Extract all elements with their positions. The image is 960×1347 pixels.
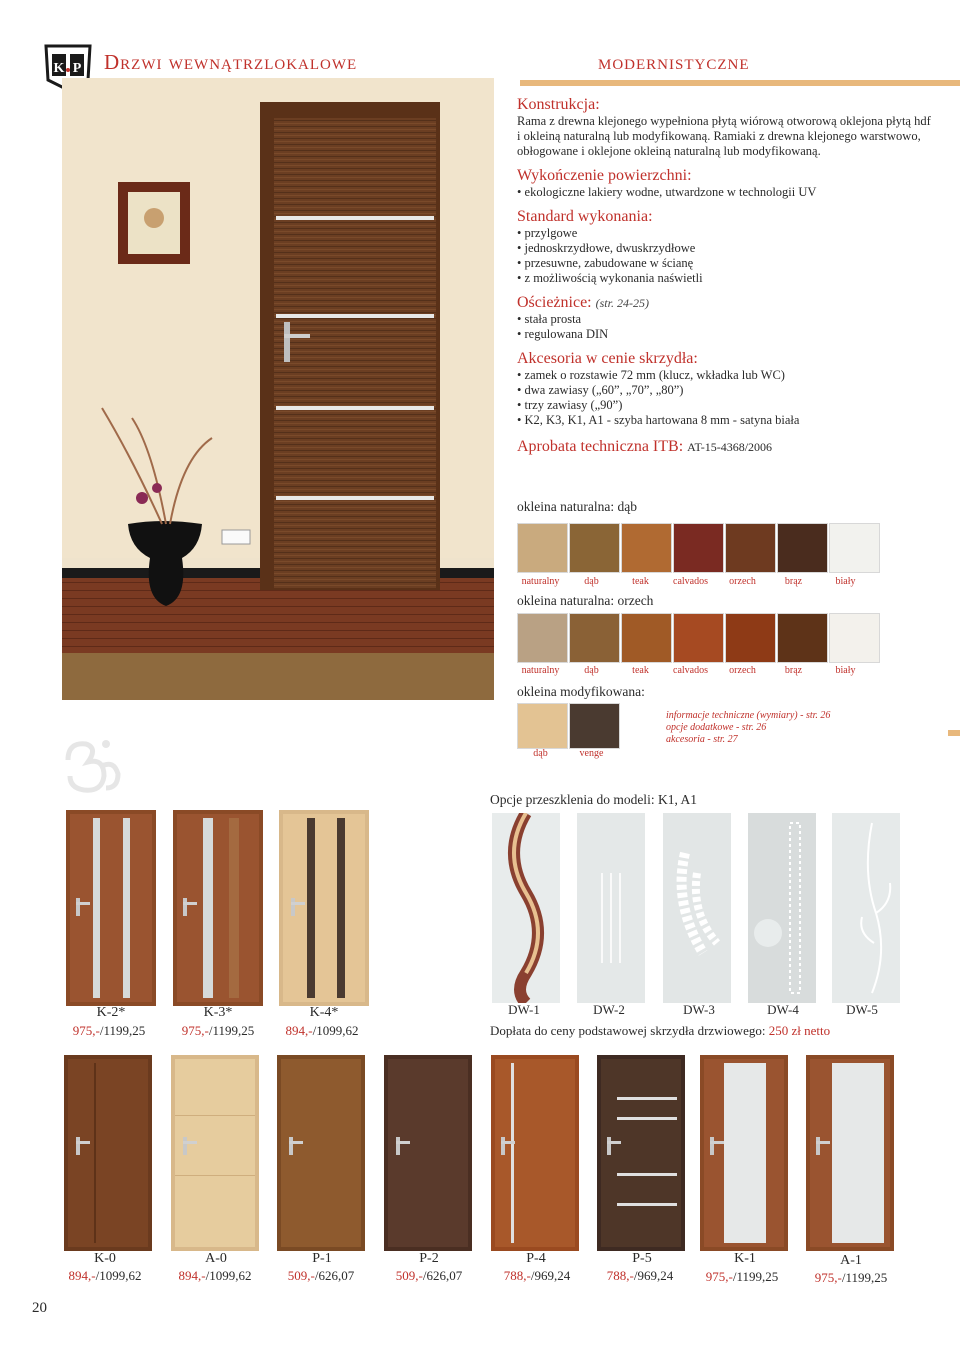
door-a1[interactable] [806,1055,894,1251]
aprobata-heading [517,438,937,456]
swatch-label: dąb [533,748,548,759]
swatch[interactable] [517,703,568,749]
glass-options-title: Opcje przeszklenia do modeli: K1, A1 [490,792,697,807]
surcharge-text: Dopłata do ceny podstawowej skrzydła drzwiowego: [490,1023,769,1038]
list-item: • stała prosta [517,312,937,327]
hero-door-photo [62,78,494,700]
swatch[interactable] [569,703,620,749]
door-price: 975,-/1199,25 [72,1023,146,1038]
glass-dw4[interactable] [748,813,816,1003]
swatch-label: biały [835,576,856,587]
wykonczenie-title: Wykończenie powierzchni: [517,167,692,184]
veneer-row-orzech [517,613,880,663]
surcharge-value: 250 zł netto [768,1023,831,1038]
aprobata-code: AT-15-4368/2006 [687,440,773,454]
list-item: • jednoskrzydłowe, dwuskrzydłowe [517,241,937,256]
swatch-label: biały [835,665,856,676]
door-a0[interactable] [171,1055,259,1251]
info-link-accessories[interactable]: akcesoria - str. 27 [666,734,738,745]
glass-label: DW-4 [767,1002,799,1017]
door-price: 894,-/1099,62 [285,1023,359,1038]
oscieznice-heading [517,294,937,312]
swatch[interactable] [621,523,672,573]
veneer-heading-orzech: okleina naturalna: orzech [517,593,654,608]
svg-text:K: K [53,61,65,76]
door-k4[interactable] [279,810,369,1006]
swatch[interactable] [725,613,776,663]
list-item: • trzy zawiasy („90”) [517,398,937,413]
page-number: 20 [32,1300,47,1316]
door-name: K-4* [309,1005,339,1020]
door-price: 975,-/1199,25 [705,1269,779,1284]
list-item: • ekologiczne lakiery wodne, utwardzone w technologii UV [517,185,937,200]
door-k2[interactable] [66,810,156,1006]
door-p5[interactable] [597,1055,685,1251]
door-price: 509,-/626,07 [395,1268,463,1283]
door-name: P-2 [419,1251,439,1266]
om-symbol-icon [58,730,128,800]
konstrukcja-title: Konstrukcja: [517,96,600,113]
list-item: • K2, K3, K1, A1 - szyba hartowana 8 mm - satyna biała [517,413,937,428]
door-k0[interactable] [64,1055,152,1251]
swatch[interactable] [673,523,724,573]
door-name: A-1 [840,1253,862,1268]
door-name: A-0 [205,1251,227,1266]
swatch-label: dąb [584,665,599,676]
door-price: 509,-/626,07 [287,1268,355,1283]
swatch[interactable] [517,613,568,663]
door-price: 894,-/1099,62 [178,1268,252,1283]
collection-title: modernistyczne [598,50,750,74]
akcesoria-title: Akcesoria w cenie skrzydła: [517,350,698,367]
swatch[interactable] [621,613,672,663]
standard-title: Standard wykonania: [517,208,653,225]
door-name: K-3* [203,1005,233,1020]
door-name: K-2* [96,1005,126,1020]
glass-dw1[interactable] [492,813,560,1003]
glass-dw3[interactable] [663,813,731,1003]
glass-dw5[interactable] [832,813,900,1003]
list-item: • regulowana DIN [517,327,937,342]
door-price: 894,-/1099,62 [68,1268,142,1283]
swatch[interactable] [569,523,620,573]
oscieznice-list [517,312,937,342]
door-price: 788,-/969,24 [606,1268,674,1283]
aprobata-title: Aprobata techniczna ITB: [517,438,684,455]
swatch[interactable] [517,523,568,573]
info-link-technical[interactable]: informacje techniczne (wymiary) - str. 26 [666,710,831,721]
door-name: P-5 [632,1251,652,1266]
swatch[interactable] [829,613,880,663]
door-price: 975,-/1199,25 [814,1270,888,1285]
oscieznice-page-ref: (str. 24-25) [595,296,649,310]
swatch[interactable] [777,613,828,663]
specs-panel [517,96,937,456]
door-p2[interactable] [384,1055,472,1251]
glass-dw2[interactable] [577,813,645,1003]
door-name: P-1 [312,1251,332,1266]
glass-label: DW-2 [593,1002,625,1017]
swatch-label: brąz [784,665,803,676]
door-name: K-1 [734,1251,756,1266]
swatch-label: teak [632,665,649,676]
swatch[interactable] [673,613,724,663]
veneer-heading-dab: okleina naturalna: dąb [517,499,637,514]
surcharge-note [490,1023,830,1039]
veneer-row-modyfikowana [517,703,620,749]
veneer-heading-modyfikowana: okleina modyfikowana: [517,684,645,699]
swatch[interactable] [569,613,620,663]
akcesoria-list [517,368,937,428]
swatch-label: dąb [584,576,599,587]
glass-label: DW-5 [846,1002,878,1017]
swatch[interactable] [725,523,776,573]
swatch-label: calvados [673,576,708,587]
door-k3[interactable] [173,810,263,1006]
wykonczenie-list [517,185,937,200]
swatch-label: orzech [729,665,756,676]
swatch[interactable] [777,523,828,573]
list-item: • zamek o rozstawie 72 mm (klucz, wkładka lub WC) [517,368,937,383]
side-tab-marker [948,730,960,736]
door-price: 788,-/969,24 [503,1268,571,1283]
door-p4[interactable] [491,1055,579,1251]
swatch-label: venge [579,748,604,759]
glass-label: DW-3 [683,1002,715,1017]
svg-text:P: P [72,61,82,76]
veneer-row-dab [517,523,880,573]
list-item: • przesuwne, zabudowane w ścianę [517,256,937,271]
door-k1[interactable] [700,1055,788,1251]
info-link-options[interactable]: opcje dodatkowe - str. 26 [666,722,767,733]
info-links [666,710,830,746]
list-item: • dwa zawiasy („60”, „70”, „80”) [517,383,937,398]
door-name: P-4 [526,1251,546,1266]
list-item: • z możliwością wykonania naświetli [517,271,937,286]
glass-label: DW-1 [508,1002,540,1017]
swatch-label: orzech [729,576,756,587]
swatch-label: calvados [673,665,708,676]
list-item: • przylgowe [517,226,937,241]
swatch[interactable] [829,523,880,573]
swatch-label: brąz [784,576,803,587]
door-name: K-0 [94,1251,116,1266]
konstrukcja-text: Rama z drewna klejonego wypełniona płytą wiórową otworową oklejona płytą hdf i okleiną naturalną lub modyfikowaną. Ramiaki z drewna klejonego warstwowo, obłogowane i oklejone okleiną naturalną lub modyfikowaną. [517,114,931,158]
page-section-title: Drzwi wewnątrzlokalowe [104,50,358,74]
header-divider [520,80,960,86]
door-price: 975,-/1199,25 [181,1023,255,1038]
door-p1[interactable] [277,1055,365,1251]
standard-list [517,226,937,286]
swatch-label: naturalny [521,665,560,676]
oscieznice-title: Ościeżnice: [517,294,592,311]
swatch-label: naturalny [521,576,560,587]
swatch-label: teak [632,576,649,587]
